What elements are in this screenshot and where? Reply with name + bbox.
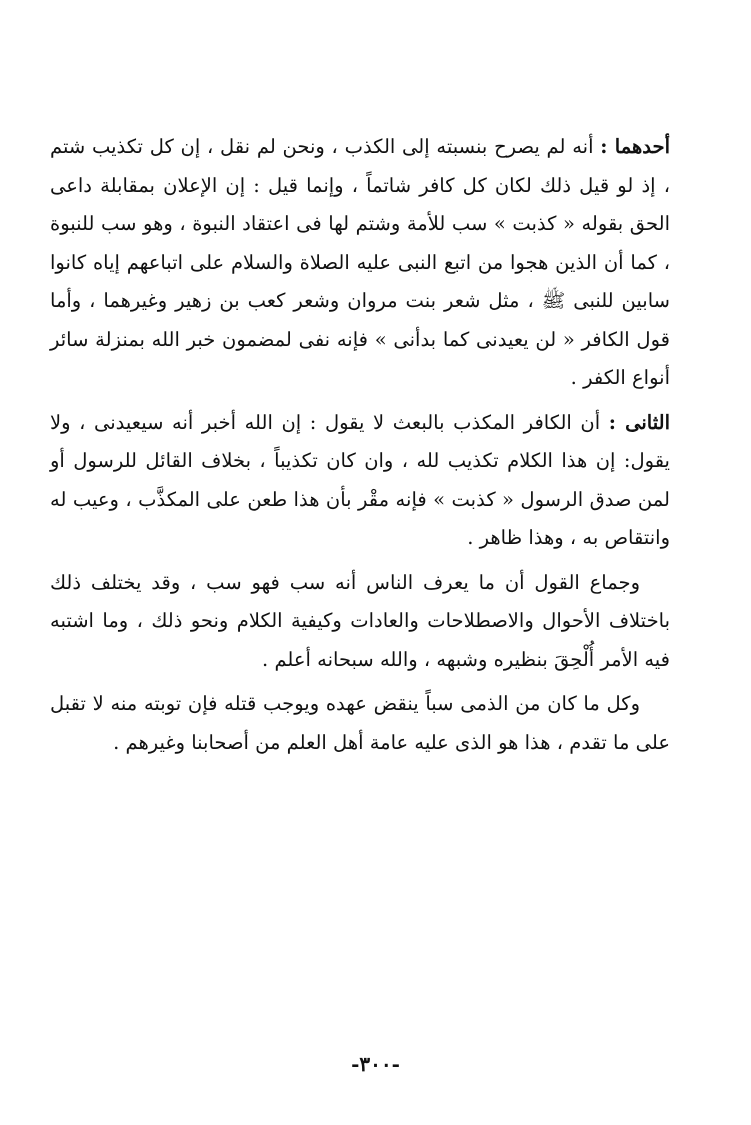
paragraph-1-text: أنه لم يصرح بنسبته إلى الكذب ، ونحن لم نقل ، إن كل تكذيب شتم ، إذ لو قيل ذلك لكان كل كافر شاتماً ، وإنما قيل : إن الإعلان بمقابلة داعى الحق بقوله « كذبت » سب للأمة وشتم لها فى اعتقاد النبوة ، وهو سب للنبوة ، كما أن الذين هجوا من اتبع النبى عليه الصلاة والسلام على اتباعهم إياه كانوا سابين للنبى ﷺ ، مثل شعر بنت مروان وشعر كعب بن زهير وغيرهما ، وأما قول الكافر « لن يعيدنى كما بدأنى » فإنه نفى لمضمون خبر الله بمنزلة سائر أنواع الكفر .	[50, 135, 670, 389]
paragraph-2-text: أن الكافر المكذب بالبعث لا يقول : إن الله أخبر أنه سيعيدنى ، ولا يقول: إن هذا الكلام تكذيب لله ، وان كان تكذيباً ، بخلاف القائل للرسول أو لمن صدق الرسول « كذبت » فإنه مقْر بأن هذا طعن على المكذَّب ، وعيب له وانتقاص به ، وهذا ظاهر .	[50, 410, 670, 549]
paragraph-2-lead: الثانى :	[608, 410, 670, 434]
page-body	[50, 128, 670, 762]
paragraph-3	[50, 564, 670, 680]
paragraph-4	[50, 685, 670, 762]
page-number: -٣٠٠-	[351, 1052, 400, 1076]
paragraph-2	[50, 404, 670, 558]
paragraph-1-lead: أحدهما :	[600, 135, 670, 158]
paragraph-4-text: وكل ما كان من الذمى سباً ينقض عهده ويوجب قتله فإن توبته منه لا تقبل على ما تقدم ، هذا هو الذى عليه عامة أهل العلم من أصحابنا وغيرهم .	[50, 692, 670, 754]
paragraph-3-text: وجماع القول أن ما يعرف الناس أنه سب فهو سب ، وقد يختلف ذلك باختلاف الأحوال والاصطلاحات والعادات وكيفية الكلام ونحو ذلك ، وما اشتبه فيه الأمر أُلْحِقَ بنظيره وشبهه ، والله سبحانه أعلم .	[50, 570, 670, 671]
paragraph-1	[50, 128, 670, 398]
